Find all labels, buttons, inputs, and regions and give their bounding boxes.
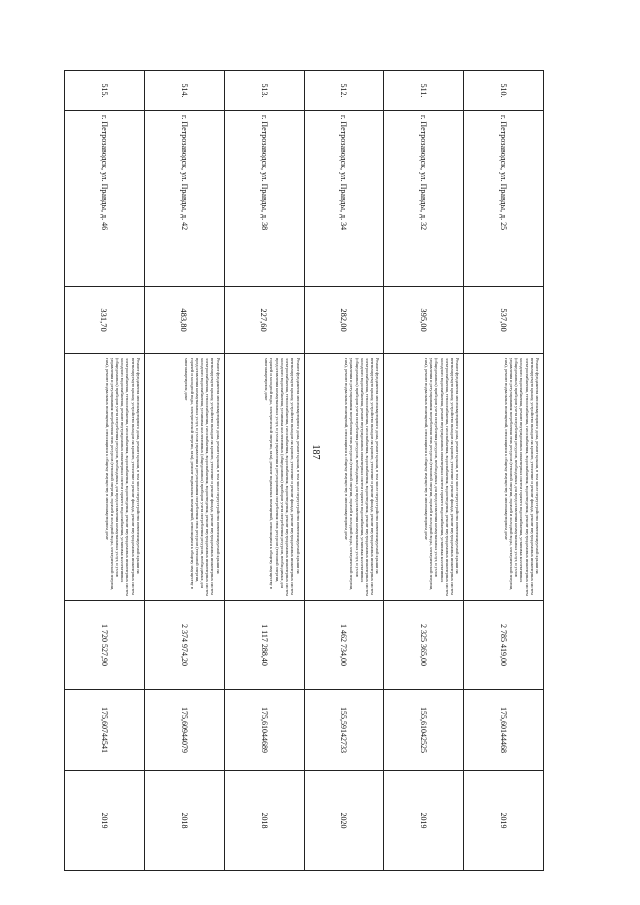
rate-cell: 155,61042525 <box>384 690 464 771</box>
works-cell: Ремонт фундамента многоквартирного дома, ремонт крыши, в том числе переустройство невентилируемой крыши на вентилируемую крышу, устройство выходов на кровлю, утепление и ремонт фасада, ремонт внутридомовых инженерных систем электроснабжения, теплоснабжения, газоснабжения, водоснабжения, водоотведения, ремонт внутридомовых инженерных систем холодного водоснабжения, ремонт внутридомовых инженерных систем горячего водоснабжения, установка коллективных (общедомовых) приборов учета потребления ресурсов, необходимых для предоставления коммунальных услуг, и узлов управления и регулирования потребления этих ресурсов (тепловой энергии, горячей и холодной воды, электрической энергии, газа), ремонт подвальных помещений, относящихся к общему имуществу в многоквартирном доме <box>464 354 544 601</box>
rate-cell: 155,59142733 <box>304 690 384 771</box>
row-number: 511. <box>384 71 464 111</box>
rotated-table-container <box>64 70 544 870</box>
works-cell: Ремонт фундамента многоквартирного дома, ремонт крыши, в том числе переустройство невентилируемой крыши на вентилируемую крышу, устройство выходов на кровлю, утепление и ремонт фасада, ремонт внутридомовых инженерных систем электроснабжения, теплоснабжения, газоснабжения, водоснабжения, водоотведения, ремонт внутридомовых инженерных систем холодного водоснабжения, установка коллективных (общедомовых) приборов учета потребления ресурсов, необходимых для предоставления коммунальных услуг, и узлов управления и регулирования потребления этих ресурсов (тепловой энергии, горячей и холодной воды, электрической энергии, газа), ремонт подвальных помещений, относящихся к общему имуществу в многоквартирном доме <box>144 354 224 601</box>
repair-schedule-table <box>64 70 544 871</box>
table-row <box>304 71 384 871</box>
row-number: 514. <box>144 71 224 111</box>
year-cell: 2020 <box>304 771 384 871</box>
cost-cell: 1 462 734,00 <box>304 601 384 690</box>
cost-cell: 2 325 365,00 <box>384 601 464 690</box>
year-cell: 2018 <box>144 771 224 871</box>
year-cell: 2019 <box>464 771 544 871</box>
cost-cell: 1 720 527,90 <box>65 601 145 690</box>
address-cell: г. Петрозаводск, ул. Правды, д. 38 <box>224 111 304 287</box>
area-cell: 537,00 <box>464 287 544 354</box>
rate-cell: 175,60144468 <box>464 690 544 771</box>
address-cell: г. Петрозаводск, ул. Правды, д. 25 <box>464 111 544 287</box>
table-row <box>224 71 304 871</box>
row-number: 510. <box>464 71 544 111</box>
area-cell: 483,80 <box>144 287 224 354</box>
year-cell: 2019 <box>384 771 464 871</box>
address-cell: г. Петрозаводск, ул. Правды, д. 46 <box>65 111 145 287</box>
address-cell: г. Петрозаводск, ул. Правды, д. 42 <box>144 111 224 287</box>
cost-cell: 2 374 974,20 <box>144 601 224 690</box>
address-cell: г. Петрозаводск, ул. Правды, д. 32 <box>384 111 464 287</box>
row-number: 513. <box>224 71 304 111</box>
rate-cell: 175,60944079 <box>144 690 224 771</box>
table-row <box>65 71 145 871</box>
cost-cell: 2 785 419,00 <box>464 601 544 690</box>
area-cell: 331,70 <box>65 287 145 354</box>
works-cell: Ремонт фундамента многоквартирного дома, ремонт крыши, в том числе переустройство невентилируемой крыши на вентилируемую крышу, устройство выходов на кровлю, утепление и ремонт фасада, ремонт внутридомовых инженерных систем электроснабжения, теплоснабжения, газоснабжения, водоснабжения, водоотведения, ремонт внутридомовых инженерных систем холодного водоснабжения, ремонт внутридомовых инженерных систем горячего водоснабжения, установка коллективных (общедомовых) приборов учета потребления ресурсов, необходимых для предоставления коммунальных услуг, и узлов управления и регулирования потребления этих ресурсов (тепловой энергии, горячей и холодной воды, электрической энергии, газа), ремонт подвальных помещений, относящихся к общему имуществу в многоквартирном доме <box>384 354 464 601</box>
row-number: 512. <box>304 71 384 111</box>
works-cell: Ремонт фундамента многоквартирного дома, ремонт крыши, в том числе переустройство невентилируемой крыши на вентилируемую крышу, устройство выходов на кровлю, утепление и ремонт фасада, ремонт внутридомовых инженерных систем электроснабжения, теплоснабжения, газоснабжения, водоснабжения, водоотведения, ремонт внутридомовых инженерных систем холодного водоснабжения, ремонт внутридомовых инженерных систем горячего водоснабжения, установка коллективных (общедомовых) приборов учета потребления ресурсов, необходимых для предоставления коммунальных услуг, и узлов управления и регулирования потребления этих ресурсов (тепловой энергии, горячей и холодной воды, электрической энергии, газа), ремонт подвальных помещений, относящихся к общему имуществу в многоквартирном доме <box>65 354 145 601</box>
year-cell: 2019 <box>65 771 145 871</box>
table-row <box>384 71 464 871</box>
address-cell: г. Петрозаводск, ул. Правды, д. 34 <box>304 111 384 287</box>
year-cell: 2018 <box>224 771 304 871</box>
area-cell: 395,00 <box>384 287 464 354</box>
page-number: 187 <box>310 444 321 460</box>
rate-cell: 175,61044689 <box>224 690 304 771</box>
area-cell: 282,00 <box>304 287 384 354</box>
cost-cell: 1 117 288,40 <box>224 601 304 690</box>
rate-cell: 175,60744541 <box>65 690 145 771</box>
row-number: 515. <box>65 71 145 111</box>
works-cell: Ремонт фундамента многоквартирного дома, ремонт крыши, в том числе переустройство невентилируемой крыши на вентилируемую крышу, устройство выходов на кровлю, утепление и ремонт фасада, ремонт внутридомовых инженерных систем электроснабжения, теплоснабжения, газоснабжения, водоснабжения, водоотведения, ремонт внутридомовых инженерных систем холодного водоснабжения, установка коллективных (общедомовых) приборов учета потребления ресурсов, необходимых для предоставления коммунальных услуг, и узлов управления и регулирования потребления этих ресурсов (тепловой энергии, горячей и холодной воды, электрической энергии, газа), ремонт подвальных помещений, относящихся к общему имуществу в многоквартирном доме <box>224 354 304 601</box>
area-cell: 227,60 <box>224 287 304 354</box>
table-row <box>144 71 224 871</box>
works-cell: Ремонт фундамента многоквартирного дома, ремонт крыши, в том числе переустройство невентилируемой крыши на вентилируемую крышу, устройство выходов на кровлю, утепление и ремонт фасада, ремонт внутридомовых инженерных систем электроснабжения, теплоснабжения, газоснабжения, водоснабжения, водоотведения, ремонт внутридомовых инженерных систем холодного водоснабжения, ремонт внутридомовых инженерных систем горячего водоснабжения, установка коллективных (общедомовых) приборов учета потребления ресурсов, необходимых для предоставления коммунальных услуг, и узлов управления и регулирования потребления этих ресурсов (тепловой энергии, горячей и холодной воды, электрической энергии, газа), ремонт подвальных помещений, относящихся к общему имуществу в многоквартирном доме <box>304 354 384 601</box>
table-row <box>464 71 544 871</box>
